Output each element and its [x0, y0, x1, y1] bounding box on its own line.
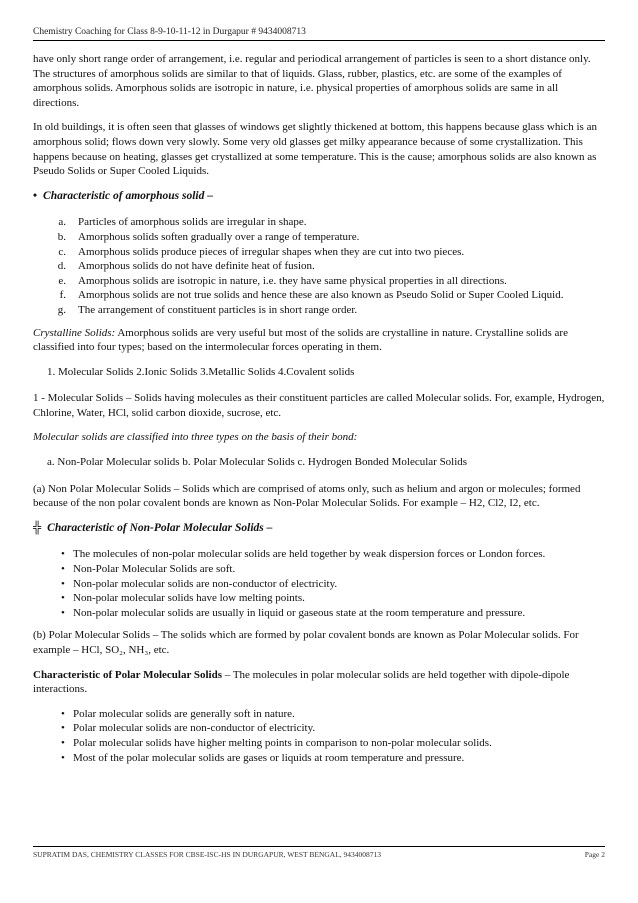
list-item-text: Amorphous solids soften gradually over a range of temperature.	[78, 230, 360, 243]
list-marker: e.	[58, 274, 66, 287]
solid-types-line: 1. Molecular Solids 2.Ionic Solids 3.Metallic Solids 4.Covalent solids	[47, 365, 355, 378]
heading-text: Characteristic of Non-Polar Molecular Solids –	[47, 521, 273, 534]
bullet-icon: •	[61, 736, 65, 749]
list-item-text: Amorphous solids produce pieces of irregular shapes when they are cut into two pieces.	[78, 245, 465, 258]
molecular-types-line: a. Non-Polar Molecular solids b. Polar Molecular Solids c. Hydrogen Bonded Molecular Solids	[47, 456, 468, 469]
list-item	[33, 751, 605, 766]
page-body	[33, 52, 605, 773]
list-item-text: The arrangement of constituent particles is in short range order.	[78, 303, 358, 316]
bullet-icon: •	[61, 577, 65, 590]
amorphous-characteristics-list	[33, 215, 605, 317]
bullet-icon: •	[33, 189, 38, 202]
crystalline-text: Amorphous solids are very useful but most of the solids are crystalline in nature. Crystalline solids are classified into four types; based on the intermolecular forces operating in them.	[33, 326, 568, 354]
heading-nonpolar-characteristics	[33, 521, 605, 536]
list-item-text: Non-polar molecular solids are non-conductor of electricity.	[73, 577, 338, 590]
list-item	[33, 288, 605, 303]
list-item-text: Amorphous solids are isotropic in nature, i.e. they have same physical properties in all directions.	[78, 274, 507, 287]
list-item-text: Non-Polar Molecular Solids are soft.	[73, 563, 236, 576]
footer-left-text: SUPRATIM DAS, CHEMISTRY CLASSES FOR CBSE-ISC-HS IN DURGAPUR, WEST BENGAL, 9434008713	[33, 850, 382, 859]
bullet-icon: •	[61, 563, 65, 576]
bullet-icon: •	[61, 592, 65, 605]
paragraph-nonpolar: (a) Non Polar Molecular Solids – Solids which are comprised of atoms only, such as helium and argon or molecules; formed because of the non polar covalent bonds are known as Non-Polar Molecular Solids. For example – H2, Cl2, I2, etc.	[33, 482, 581, 510]
bullet-icon: •	[61, 606, 65, 619]
bullet-icon: •	[61, 548, 65, 561]
crystalline-label: Crystalline Solids:	[33, 326, 116, 339]
list-item	[33, 547, 605, 562]
list-marker: b.	[57, 230, 66, 243]
page-number: Page 2	[584, 850, 605, 859]
paragraph-old-buildings: In old buildings, it is often seen that glasses of windows get slightly thickened at bottom, this happens because glass which is an amorphous solid; flows down very slowly. Some very old glasses get milky appearance because of some crystallization. This happens because on heating, glasses get crystallized at some temperature. This is the cause; amorphous solids are also known as Pseudo Solids or Super Cooled Liquids.	[33, 121, 597, 178]
paragraph-amorphous-intro: have only short range order of arrangement, i.e. regular and periodical arrangement of particles is seen to a short distance only. The structures of amorphous solids are similar to that of liquids. Glass, rubber, plastics, etc. are some of the examples of amorphous solids. Amorphous solids are isotropic in nature, i.e. physical properties of amorphous solids are same in all directions.	[33, 53, 591, 109]
list-item-text: The molecules of non-polar molecular solids are held together by weak dispersion forces or London forces.	[73, 548, 546, 561]
list-item	[33, 230, 605, 245]
list-marker: d.	[57, 260, 66, 273]
list-item	[33, 303, 605, 318]
page-header	[33, 27, 605, 41]
bullet-icon: •	[61, 707, 65, 720]
paragraph-crystalline	[33, 326, 605, 355]
list-item-text: Non-polar molecular solids have low melting points.	[73, 592, 305, 605]
list-item-text: Amorphous solids are not true solids and hence these are also known as Pseudo Solid or Super Cooled Liquid.	[78, 289, 564, 302]
list-item-text: Amorphous solids do not have definite heat of fusion.	[78, 260, 315, 273]
list-item	[33, 577, 605, 592]
list-item	[33, 245, 605, 260]
heading-text: Characteristic of amorphous solid –	[43, 189, 213, 202]
heading-amorphous-characteristics	[33, 189, 605, 204]
list-marker: c.	[58, 245, 66, 258]
header-text: Chemistry Coaching for Class 8-9-10-11-12 in Durgapur # 9434008713	[33, 27, 306, 37]
list-item-text: Particles of amorphous solids are irregular in shape.	[78, 216, 307, 229]
list-item	[33, 591, 605, 606]
list-item	[33, 721, 605, 736]
paragraph-polar: (b) Polar Molecular Solids – The solids which are formed by polar covalent bonds are known as Polar Molecular solids. For example – HCl, SO₂, NH₃, etc.	[33, 629, 579, 656]
list-item	[33, 259, 605, 274]
cross-icon: ╬	[33, 521, 42, 534]
list-item	[33, 736, 605, 751]
list-item	[33, 606, 605, 621]
nonpolar-characteristics-list	[33, 547, 605, 620]
list-marker: f.	[59, 289, 66, 302]
polar-heading-bold: Characteristic of Polar Molecular Solids	[33, 668, 223, 681]
list-item	[33, 215, 605, 230]
list-marker: g.	[57, 303, 66, 316]
list-item-text: Polar molecular solids are generally soft in nature.	[73, 707, 295, 720]
polar-characteristics-list	[33, 707, 605, 765]
list-item-text: Most of the polar molecular solids are gases or liquids at room temperature and pressure.	[73, 751, 465, 764]
paragraph-molecular-solids: 1 - Molecular Solids – Solids having molecules as their constituent particles are called Molecular solids. For, example, Hydrogen, Chlorine, Water, HCl, solid carbon dioxide, sucrose, etc.	[33, 392, 605, 419]
polar-heading-text: – The molecules in polar molecular solids are held together with dipole-dipole interactions.	[33, 668, 570, 696]
list-item-text: Polar molecular solids are non-conductor of electricity.	[73, 722, 316, 735]
bullet-icon: •	[61, 751, 65, 764]
list-item-text: Polar molecular solids have higher melting points in comparison to non-polar molecular solids.	[73, 736, 492, 749]
list-item-text: Non-polar molecular solids are usually in liquid or gaseous state at the room temperature and pressure.	[73, 606, 526, 619]
paragraph-molecular-classified: Molecular solids are classified into three types on the basis of their bond:	[33, 431, 358, 444]
paragraph-polar-characteristics	[33, 668, 605, 697]
list-marker: a.	[58, 216, 66, 229]
list-item	[33, 707, 605, 722]
page-footer	[33, 846, 605, 859]
list-item	[33, 562, 605, 577]
list-item	[33, 274, 605, 289]
bullet-icon: •	[61, 722, 65, 735]
